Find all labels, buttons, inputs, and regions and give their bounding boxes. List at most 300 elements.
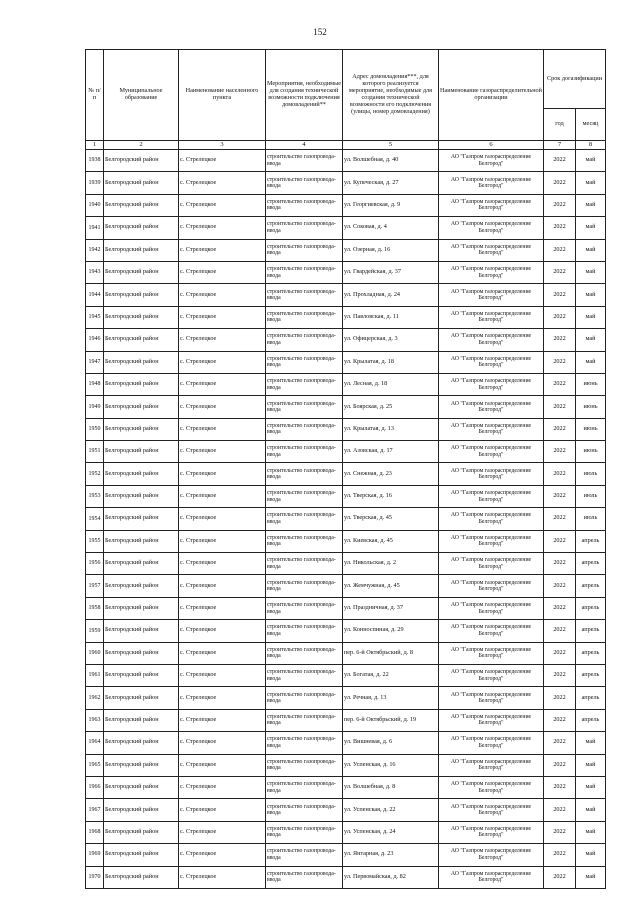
activity-cell: строительство газопровода-ввода bbox=[266, 217, 343, 239]
year-cell: 2022 bbox=[544, 687, 576, 709]
activity-cell: строительство газопровода-ввода bbox=[266, 418, 343, 440]
row-number: 1944 bbox=[86, 284, 104, 306]
address-cell: ул. Первомайская, д. 82 bbox=[343, 866, 439, 888]
settlement-cell: с. Стрелецкое bbox=[179, 642, 266, 664]
activity-cell: строительство газопровода-ввода bbox=[266, 351, 343, 373]
activity-cell: строительство газопровода-ввода bbox=[266, 239, 343, 261]
month-cell: май bbox=[576, 261, 606, 283]
month-cell: апрель bbox=[576, 642, 606, 664]
row-number: 1941 bbox=[86, 217, 104, 239]
page-number: 152 bbox=[313, 27, 327, 37]
municipality-cell: Белгородский район bbox=[104, 463, 179, 485]
settlement-cell: с. Стрелецкое bbox=[179, 217, 266, 239]
municipality-cell: Белгородский район bbox=[104, 664, 179, 686]
year-cell: 2022 bbox=[544, 306, 576, 328]
row-number: 1960 bbox=[86, 642, 104, 664]
month-cell: июнь bbox=[576, 396, 606, 418]
org-cell: АО "Газпром газораспределение Белгород" bbox=[439, 597, 544, 619]
table-row bbox=[86, 373, 606, 395]
settlement-cell: с. Стрелецкое bbox=[179, 620, 266, 642]
activity-cell: строительство газопровода-ввода bbox=[266, 329, 343, 351]
month-cell: июнь bbox=[576, 418, 606, 440]
org-cell: АО "Газпром газораспределение Белгород" bbox=[439, 821, 544, 843]
month-cell: май bbox=[576, 799, 606, 821]
col-number: 8 bbox=[576, 141, 606, 150]
table-row bbox=[86, 575, 606, 597]
municipality-cell: Белгородский район bbox=[104, 597, 179, 619]
table-row bbox=[86, 821, 606, 843]
month-cell: май bbox=[576, 306, 606, 328]
row-number: 1949 bbox=[86, 396, 104, 418]
settlement-cell: с. Стрелецкое bbox=[179, 664, 266, 686]
header-num: № п/п bbox=[86, 50, 104, 141]
month-cell: май bbox=[576, 866, 606, 888]
activity-cell: строительство газопровода-ввода bbox=[266, 530, 343, 552]
year-cell: 2022 bbox=[544, 754, 576, 776]
table-row bbox=[86, 754, 606, 776]
year-cell: 2022 bbox=[544, 508, 576, 530]
municipality-cell: Белгородский район bbox=[104, 508, 179, 530]
address-cell: пер. 6-й Октябрьский, д. 8 bbox=[343, 642, 439, 664]
month-cell: май bbox=[576, 284, 606, 306]
org-cell: АО "Газпром газораспределение Белгород" bbox=[439, 172, 544, 194]
table-row bbox=[86, 799, 606, 821]
address-cell: ул. Купеческая, д. 27 bbox=[343, 172, 439, 194]
year-cell: 2022 bbox=[544, 329, 576, 351]
org-cell: АО "Газпром газораспределение Белгород" bbox=[439, 642, 544, 664]
table-row bbox=[86, 687, 606, 709]
month-cell: май bbox=[576, 172, 606, 194]
activity-cell: строительство газопровода-ввода bbox=[266, 575, 343, 597]
org-cell: АО "Газпром газораспределение Белгород" bbox=[439, 732, 544, 754]
municipality-cell: Белгородский район bbox=[104, 306, 179, 328]
year-cell: 2022 bbox=[544, 664, 576, 686]
settlement-cell: с. Стрелецкое bbox=[179, 687, 266, 709]
settlement-cell: с. Стрелецкое bbox=[179, 553, 266, 575]
settlement-cell: с. Стрелецкое bbox=[179, 441, 266, 463]
table-row bbox=[86, 396, 606, 418]
municipality-cell: Белгородский район bbox=[104, 754, 179, 776]
municipality-cell: Белгородский район bbox=[104, 485, 179, 507]
col-number: 7 bbox=[544, 141, 576, 150]
header-municipality: Муниципальное образование bbox=[104, 50, 179, 141]
settlement-cell: с. Стрелецкое bbox=[179, 754, 266, 776]
activity-cell: строительство газопровода-ввода bbox=[266, 866, 343, 888]
table-row bbox=[86, 866, 606, 888]
org-cell: АО "Газпром газораспределение Белгород" bbox=[439, 709, 544, 731]
year-cell: 2022 bbox=[544, 217, 576, 239]
header-activity: Мероприятия, необходимые для создания технической возможности подключения домовладений** bbox=[266, 50, 343, 141]
row-number: 1961 bbox=[86, 664, 104, 686]
address-cell: ул. Георгиевская, д. 9 bbox=[343, 194, 439, 216]
activity-cell: строительство газопровода-ввода bbox=[266, 620, 343, 642]
month-cell: май bbox=[576, 776, 606, 798]
settlement-cell: с. Стрелецкое bbox=[179, 284, 266, 306]
address-cell: ул. Тверская, д. 16 bbox=[343, 485, 439, 507]
org-cell: АО "Газпром газораспределение Белгород" bbox=[439, 575, 544, 597]
settlement-cell: с. Стрелецкое bbox=[179, 150, 266, 172]
address-cell: ул. Лесная, д. 18 bbox=[343, 373, 439, 395]
month-cell: май bbox=[576, 754, 606, 776]
settlement-cell: с. Стрелецкое bbox=[179, 821, 266, 843]
row-number: 1946 bbox=[86, 329, 104, 351]
municipality-cell: Белгородский район bbox=[104, 172, 179, 194]
month-cell: апрель bbox=[576, 597, 606, 619]
settlement-cell: с. Стрелецкое bbox=[179, 575, 266, 597]
municipality-cell: Белгородский район bbox=[104, 866, 179, 888]
month-cell: май bbox=[576, 351, 606, 373]
address-cell: ул. Янтарная, д. 23 bbox=[343, 844, 439, 866]
settlement-cell: с. Стрелецкое bbox=[179, 351, 266, 373]
year-cell: 2022 bbox=[544, 485, 576, 507]
header-term: Срок догазификации bbox=[544, 50, 606, 109]
table-row bbox=[86, 194, 606, 216]
org-cell: АО "Газпром газораспределение Белгород" bbox=[439, 306, 544, 328]
activity-cell: строительство газопровода-ввода bbox=[266, 172, 343, 194]
year-cell: 2022 bbox=[544, 799, 576, 821]
col-number: 3 bbox=[179, 141, 266, 150]
org-cell: АО "Газпром газораспределение Белгород" bbox=[439, 284, 544, 306]
settlement-cell: с. Стрелецкое bbox=[179, 172, 266, 194]
table-row bbox=[86, 530, 606, 552]
year-cell: 2022 bbox=[544, 463, 576, 485]
month-cell: апрель bbox=[576, 620, 606, 642]
settlement-cell: с. Стрелецкое bbox=[179, 373, 266, 395]
month-cell: май bbox=[576, 194, 606, 216]
year-cell: 2022 bbox=[544, 418, 576, 440]
municipality-cell: Белгородский район bbox=[104, 620, 179, 642]
table-row bbox=[86, 664, 606, 686]
settlement-cell: с. Стрелецкое bbox=[179, 463, 266, 485]
table-row bbox=[86, 239, 606, 261]
year-cell: 2022 bbox=[544, 441, 576, 463]
settlement-cell: с. Стрелецкое bbox=[179, 597, 266, 619]
address-cell: ул. Озерная, д. 16 bbox=[343, 239, 439, 261]
activity-cell: строительство газопровода-ввода bbox=[266, 754, 343, 776]
activity-cell: строительство газопровода-ввода bbox=[266, 687, 343, 709]
table-row bbox=[86, 553, 606, 575]
municipality-cell: Белгородский район bbox=[104, 217, 179, 239]
year-cell: 2022 bbox=[544, 866, 576, 888]
year-cell: 2022 bbox=[544, 150, 576, 172]
municipality-cell: Белгородский район bbox=[104, 194, 179, 216]
activity-cell: строительство газопровода-ввода bbox=[266, 776, 343, 798]
org-cell: АО "Газпром газораспределение Белгород" bbox=[439, 664, 544, 686]
address-cell: ул. Волшебная, д. 8 bbox=[343, 776, 439, 798]
activity-cell: строительство газопровода-ввода bbox=[266, 597, 343, 619]
address-cell: ул. Успенская, д. 24 bbox=[343, 821, 439, 843]
month-cell: июль bbox=[576, 463, 606, 485]
header-settlement: Наименование населенного пункта bbox=[179, 50, 266, 141]
org-cell: АО "Газпром газораспределение Белгород" bbox=[439, 754, 544, 776]
year-cell: 2022 bbox=[544, 575, 576, 597]
address-cell: ул. Прохладная, д. 24 bbox=[343, 284, 439, 306]
settlement-cell: с. Стрелецкое bbox=[179, 396, 266, 418]
org-cell: АО "Газпром газораспределение Белгород" bbox=[439, 150, 544, 172]
org-cell: АО "Газпром газораспределение Белгород" bbox=[439, 866, 544, 888]
settlement-cell: с. Стрелецкое bbox=[179, 306, 266, 328]
row-number: 1938 bbox=[86, 150, 104, 172]
col-number: 2 bbox=[104, 141, 179, 150]
municipality-cell: Белгородский район bbox=[104, 776, 179, 798]
address-cell: ул. Азовская, д. 17 bbox=[343, 441, 439, 463]
org-cell: АО "Газпром газораспределение Белгород" bbox=[439, 799, 544, 821]
year-cell: 2022 bbox=[544, 261, 576, 283]
year-cell: 2022 bbox=[544, 709, 576, 731]
activity-cell: строительство газопровода-ввода bbox=[266, 261, 343, 283]
header-address: Адрес домовладения***, для которого реализуется мероприятие, необходимые для создания технической возможности его подключения (улицы, номер домовладения) bbox=[343, 50, 439, 141]
settlement-cell: с. Стрелецкое bbox=[179, 485, 266, 507]
row-number: 1948 bbox=[86, 373, 104, 395]
settlement-cell: с. Стрелецкое bbox=[179, 329, 266, 351]
municipality-cell: Белгородский район bbox=[104, 418, 179, 440]
org-cell: АО "Газпром газораспределение Белгород" bbox=[439, 463, 544, 485]
month-cell: май bbox=[576, 217, 606, 239]
address-cell: ул. Соковая, д. 4 bbox=[343, 217, 439, 239]
activity-cell: строительство газопровода-ввода bbox=[266, 821, 343, 843]
year-cell: 2022 bbox=[544, 172, 576, 194]
municipality-cell: Белгородский район bbox=[104, 441, 179, 463]
table-row bbox=[86, 351, 606, 373]
municipality-cell: Белгородский район bbox=[104, 821, 179, 843]
month-cell: июль bbox=[576, 508, 606, 530]
org-cell: АО "Газпром газораспределение Белгород" bbox=[439, 687, 544, 709]
year-cell: 2022 bbox=[544, 239, 576, 261]
month-cell: май bbox=[576, 821, 606, 843]
activity-cell: строительство газопровода-ввода bbox=[266, 463, 343, 485]
address-cell: ул. Крылатая, д. 13 bbox=[343, 418, 439, 440]
row-number: 1967 bbox=[86, 799, 104, 821]
month-cell: июль bbox=[576, 485, 606, 507]
address-cell: ул. Офицерская, д. 3 bbox=[343, 329, 439, 351]
org-cell: АО "Газпром газораспределение Белгород" bbox=[439, 329, 544, 351]
row-number: 1956 bbox=[86, 553, 104, 575]
month-cell: апрель bbox=[576, 687, 606, 709]
activity-cell: строительство газопровода-ввода bbox=[266, 642, 343, 664]
address-cell: ул. Вишневая, д. 6 bbox=[343, 732, 439, 754]
municipality-cell: Белгородский район bbox=[104, 396, 179, 418]
month-cell: июнь bbox=[576, 441, 606, 463]
settlement-cell: с. Стрелецкое bbox=[179, 530, 266, 552]
year-cell: 2022 bbox=[544, 642, 576, 664]
activity-cell: строительство газопровода-ввода bbox=[266, 799, 343, 821]
settlement-cell: с. Стрелецкое bbox=[179, 261, 266, 283]
month-cell: май bbox=[576, 239, 606, 261]
address-cell: ул. Богатая, д. 22 bbox=[343, 664, 439, 686]
year-cell: 2022 bbox=[544, 530, 576, 552]
year-cell: 2022 bbox=[544, 553, 576, 575]
row-number: 1947 bbox=[86, 351, 104, 373]
address-cell: ул. Тверская, д. 45 bbox=[343, 508, 439, 530]
municipality-cell: Белгородский район bbox=[104, 351, 179, 373]
activity-cell: строительство газопровода-ввода bbox=[266, 553, 343, 575]
address-cell: ул. Успенская, д. 22 bbox=[343, 799, 439, 821]
table-row bbox=[86, 463, 606, 485]
address-cell: ул. Крылатая, д. 18 bbox=[343, 351, 439, 373]
settlement-cell: с. Стрелецкое bbox=[179, 709, 266, 731]
municipality-cell: Белгородский район bbox=[104, 284, 179, 306]
address-cell: ул. Речная, д. 13 bbox=[343, 687, 439, 709]
org-cell: АО "Газпром газораспределение Белгород" bbox=[439, 844, 544, 866]
table-row bbox=[86, 172, 606, 194]
org-cell: АО "Газпром газораспределение Белгород" bbox=[439, 261, 544, 283]
row-number: 1942 bbox=[86, 239, 104, 261]
municipality-cell: Белгородский район bbox=[104, 553, 179, 575]
month-cell: май bbox=[576, 150, 606, 172]
address-cell: ул. Волшебная, д. 40 bbox=[343, 150, 439, 172]
year-cell: 2022 bbox=[544, 396, 576, 418]
table-row bbox=[86, 597, 606, 619]
address-cell: пер. 6-й Октябрьский, д. 19 bbox=[343, 709, 439, 731]
row-number: 1968 bbox=[86, 821, 104, 843]
row-number: 1955 bbox=[86, 530, 104, 552]
org-cell: АО "Газпром газораспределение Белгород" bbox=[439, 776, 544, 798]
org-cell: АО "Газпром газораспределение Белгород" bbox=[439, 194, 544, 216]
municipality-cell: Белгородский район bbox=[104, 642, 179, 664]
header-month: месяц bbox=[576, 109, 606, 141]
address-cell: ул. Киевская, д. 45 bbox=[343, 530, 439, 552]
table-row bbox=[86, 150, 606, 172]
year-cell: 2022 bbox=[544, 284, 576, 306]
month-cell: апрель bbox=[576, 530, 606, 552]
year-cell: 2022 bbox=[544, 194, 576, 216]
header-org: Наименование газораспределительной организации bbox=[439, 50, 544, 141]
settlement-cell: с. Стрелецкое bbox=[179, 239, 266, 261]
table-row bbox=[86, 709, 606, 731]
table-row bbox=[86, 485, 606, 507]
row-number: 1957 bbox=[86, 575, 104, 597]
settlement-cell: с. Стрелецкое bbox=[179, 508, 266, 530]
settlement-cell: с. Стрелецкое bbox=[179, 799, 266, 821]
settlement-cell: с. Стрелецкое bbox=[179, 776, 266, 798]
activity-cell: строительство газопровода-ввода bbox=[266, 441, 343, 463]
year-cell: 2022 bbox=[544, 821, 576, 843]
municipality-cell: Белгородский район bbox=[104, 261, 179, 283]
org-cell: АО "Газпром газораспределение Белгород" bbox=[439, 418, 544, 440]
address-cell: ул. Снежная, д. 23 bbox=[343, 463, 439, 485]
month-cell: май bbox=[576, 732, 606, 754]
org-cell: АО "Газпром газораспределение Белгород" bbox=[439, 530, 544, 552]
address-cell: ул. Никольская, д. 2 bbox=[343, 553, 439, 575]
org-cell: АО "Газпром газораспределение Белгород" bbox=[439, 217, 544, 239]
table-row bbox=[86, 306, 606, 328]
month-cell: апрель bbox=[576, 709, 606, 731]
table-row bbox=[86, 329, 606, 351]
activity-cell: строительство газопровода-ввода bbox=[266, 373, 343, 395]
org-cell: АО "Газпром газораспределение Белгород" bbox=[439, 351, 544, 373]
municipality-cell: Белгородский район bbox=[104, 530, 179, 552]
table-row bbox=[86, 620, 606, 642]
org-cell: АО "Газпром газораспределение Белгород" bbox=[439, 485, 544, 507]
row-number: 1965 bbox=[86, 754, 104, 776]
month-cell: май bbox=[576, 329, 606, 351]
row-number: 1958 bbox=[86, 597, 104, 619]
row-number: 1953 bbox=[86, 485, 104, 507]
address-cell: ул. Павловская, д. 11 bbox=[343, 306, 439, 328]
row-number: 1963 bbox=[86, 709, 104, 731]
table-row bbox=[86, 732, 606, 754]
row-number: 1954 bbox=[86, 508, 104, 530]
table-row bbox=[86, 844, 606, 866]
year-cell: 2022 bbox=[544, 351, 576, 373]
table-row bbox=[86, 441, 606, 463]
row-number: 1943 bbox=[86, 261, 104, 283]
month-cell: июнь bbox=[576, 373, 606, 395]
table-row bbox=[86, 418, 606, 440]
activity-cell: строительство газопровода-ввода bbox=[266, 194, 343, 216]
municipality-cell: Белгородский район bbox=[104, 150, 179, 172]
activity-cell: строительство газопровода-ввода bbox=[266, 508, 343, 530]
address-cell: ул. Успенская, д. 16 bbox=[343, 754, 439, 776]
month-cell: апрель bbox=[576, 553, 606, 575]
gasification-table bbox=[85, 49, 606, 889]
org-cell: АО "Газпром газораспределение Белгород" bbox=[439, 396, 544, 418]
month-cell: май bbox=[576, 844, 606, 866]
activity-cell: строительство газопровода-ввода bbox=[266, 732, 343, 754]
municipality-cell: Белгородский район bbox=[104, 844, 179, 866]
col-number: 6 bbox=[439, 141, 544, 150]
table-row bbox=[86, 261, 606, 283]
org-cell: АО "Газпром газораспределение Белгород" bbox=[439, 508, 544, 530]
year-cell: 2022 bbox=[544, 597, 576, 619]
row-number: 1964 bbox=[86, 732, 104, 754]
municipality-cell: Белгородский район bbox=[104, 329, 179, 351]
address-cell: ул. Конноспиная, д. 29 bbox=[343, 620, 439, 642]
col-number: 5 bbox=[343, 141, 439, 150]
settlement-cell: с. Стрелецкое bbox=[179, 866, 266, 888]
municipality-cell: Белгородский район bbox=[104, 575, 179, 597]
month-cell: апрель bbox=[576, 664, 606, 686]
header-year: год bbox=[544, 109, 576, 141]
settlement-cell: с. Стрелецкое bbox=[179, 732, 266, 754]
row-number: 1940 bbox=[86, 194, 104, 216]
municipality-cell: Белгородский район bbox=[104, 239, 179, 261]
activity-cell: строительство газопровода-ввода bbox=[266, 664, 343, 686]
activity-cell: строительство газопровода-ввода bbox=[266, 396, 343, 418]
row-number: 1945 bbox=[86, 306, 104, 328]
table-row bbox=[86, 284, 606, 306]
year-cell: 2022 bbox=[544, 776, 576, 798]
year-cell: 2022 bbox=[544, 844, 576, 866]
col-number: 4 bbox=[266, 141, 343, 150]
municipality-cell: Белгородский район bbox=[104, 732, 179, 754]
org-cell: АО "Газпром газораспределение Белгород" bbox=[439, 373, 544, 395]
row-number: 1951 bbox=[86, 441, 104, 463]
row-number: 1939 bbox=[86, 172, 104, 194]
year-cell: 2022 bbox=[544, 373, 576, 395]
table-row bbox=[86, 508, 606, 530]
activity-cell: строительство газопровода-ввода bbox=[266, 844, 343, 866]
address-cell: ул. Гвардейская, д. 37 bbox=[343, 261, 439, 283]
settlement-cell: с. Стрелецкое bbox=[179, 418, 266, 440]
col-number: 1 bbox=[86, 141, 104, 150]
month-cell: апрель bbox=[576, 575, 606, 597]
municipality-cell: Белгородский район bbox=[104, 709, 179, 731]
year-cell: 2022 bbox=[544, 620, 576, 642]
activity-cell: строительство газопровода-ввода bbox=[266, 306, 343, 328]
row-number: 1966 bbox=[86, 776, 104, 798]
address-cell: ул. Боярская, д. 25 bbox=[343, 396, 439, 418]
settlement-cell: с. Стрелецкое bbox=[179, 844, 266, 866]
municipality-cell: Белгородский район bbox=[104, 799, 179, 821]
activity-cell: строительство газопровода-ввода bbox=[266, 150, 343, 172]
org-cell: АО "Газпром газораспределение Белгород" bbox=[439, 239, 544, 261]
table-row bbox=[86, 217, 606, 239]
row-number: 1952 bbox=[86, 463, 104, 485]
row-number: 1959 bbox=[86, 620, 104, 642]
row-number: 1950 bbox=[86, 418, 104, 440]
settlement-cell: с. Стрелецкое bbox=[179, 194, 266, 216]
